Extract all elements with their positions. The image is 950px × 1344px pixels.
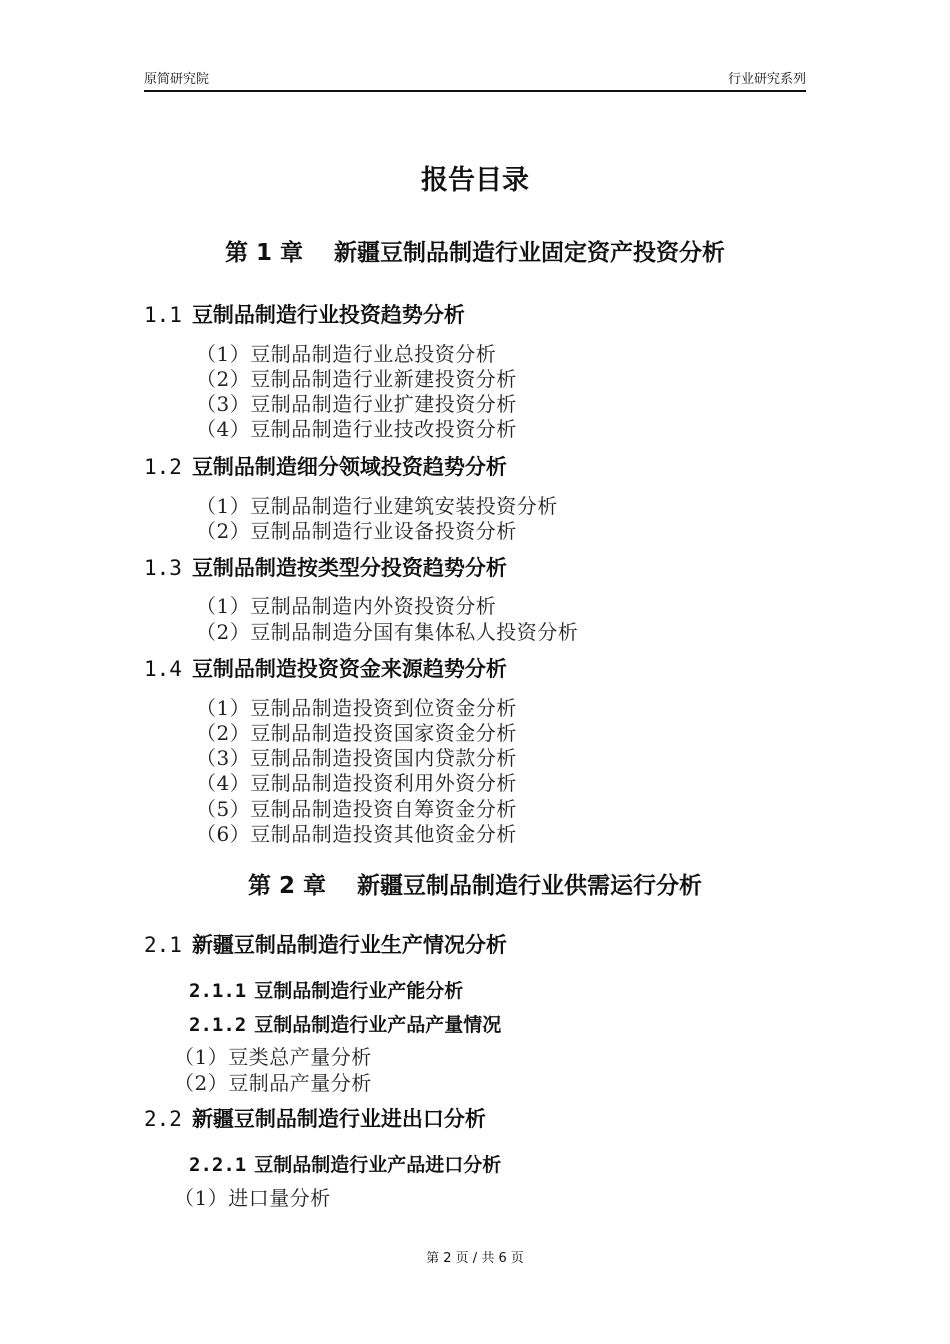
subsection-heading bbox=[189, 976, 463, 1003]
toc-item: （2）豆制品制造投资国家资金分析 bbox=[196, 721, 517, 745]
toc-item: （2）豆制品制造分国有集体私人投资分析 bbox=[196, 620, 579, 644]
section-heading bbox=[144, 929, 507, 959]
toc-item: （3）豆制品制造行业扩建投资分析 bbox=[196, 392, 517, 416]
toc-item: （1）豆类总产量分析 bbox=[174, 1045, 372, 1069]
section-title: 豆制品制造行业投资趋势分析 bbox=[191, 303, 465, 327]
toc-item: （2）豆制品产量分析 bbox=[174, 1071, 372, 1095]
toc-item: （5）豆制品制造投资自筹资金分析 bbox=[196, 797, 517, 821]
subsection-title: 豆制品制造行业产能分析 bbox=[254, 980, 464, 1002]
toc-item: （1）豆制品制造行业总投资分析 bbox=[196, 342, 497, 366]
section-number: 1.4 bbox=[144, 657, 182, 681]
toc-item: （4）豆制品制造行业技改投资分析 bbox=[196, 417, 517, 441]
toc-item: （1）豆制品制造内外资投资分析 bbox=[196, 594, 497, 618]
section-heading bbox=[144, 299, 465, 329]
toc-item: （1）豆制品制造行业建筑安装投资分析 bbox=[196, 494, 558, 518]
subsection-title: 豆制品制造行业产品进口分析 bbox=[254, 1154, 502, 1176]
section-heading bbox=[144, 552, 507, 582]
subsection-number: 2.1.1 bbox=[189, 980, 247, 1002]
section-number: 1.3 bbox=[144, 556, 182, 580]
subsection-number: 2.1.2 bbox=[189, 1014, 247, 1036]
section-number: 2.1 bbox=[144, 933, 182, 957]
subsection-number: 2.2.1 bbox=[189, 1154, 247, 1176]
section-title: 新疆豆制品制造行业生产情况分析 bbox=[191, 933, 507, 957]
page-header bbox=[144, 68, 806, 92]
chapter-heading: 第 2 章 新疆豆制品制造行业供需运行分析 bbox=[247, 873, 703, 899]
page-footer: 第 2 页 / 共 6 页 bbox=[426, 1251, 524, 1266]
toc-item: （2）豆制品制造行业新建投资分析 bbox=[196, 367, 517, 391]
header-series: 行业研究系列 bbox=[727, 72, 806, 87]
section-number: 1.1 bbox=[144, 303, 182, 327]
toc-item: （1）豆制品制造投资到位资金分析 bbox=[196, 696, 517, 720]
subsection-title: 豆制品制造行业产品产量情况 bbox=[254, 1014, 502, 1036]
subsection-heading bbox=[189, 1010, 501, 1037]
toc-item: （1）进口量分析 bbox=[174, 1186, 331, 1210]
section-heading bbox=[144, 1103, 486, 1133]
section-heading bbox=[144, 451, 507, 481]
section-title: 豆制品制造投资资金来源趋势分析 bbox=[191, 657, 507, 681]
section-title: 豆制品制造按类型分投资趋势分析 bbox=[191, 556, 507, 580]
section-number: 2.2 bbox=[144, 1107, 182, 1131]
header-org: 原简研究院 bbox=[144, 72, 210, 87]
toc-item: （4）豆制品制造投资利用外资分析 bbox=[196, 771, 517, 795]
chapter-heading: 第 1 章 新疆豆制品制造行业固定资产投资分析 bbox=[224, 240, 726, 266]
section-heading bbox=[144, 653, 507, 683]
section-number: 1.2 bbox=[144, 455, 182, 479]
toc-item: （3）豆制品制造投资国内贷款分析 bbox=[196, 746, 517, 770]
subsection-heading bbox=[189, 1150, 501, 1177]
section-title: 豆制品制造细分领域投资趋势分析 bbox=[191, 455, 507, 479]
toc-item: （6）豆制品制造投资其他资金分析 bbox=[196, 822, 517, 846]
toc-item: （2）豆制品制造行业设备投资分析 bbox=[196, 519, 517, 543]
page-title: 报告目录 bbox=[421, 165, 529, 196]
section-title: 新疆豆制品制造行业进出口分析 bbox=[191, 1107, 486, 1131]
